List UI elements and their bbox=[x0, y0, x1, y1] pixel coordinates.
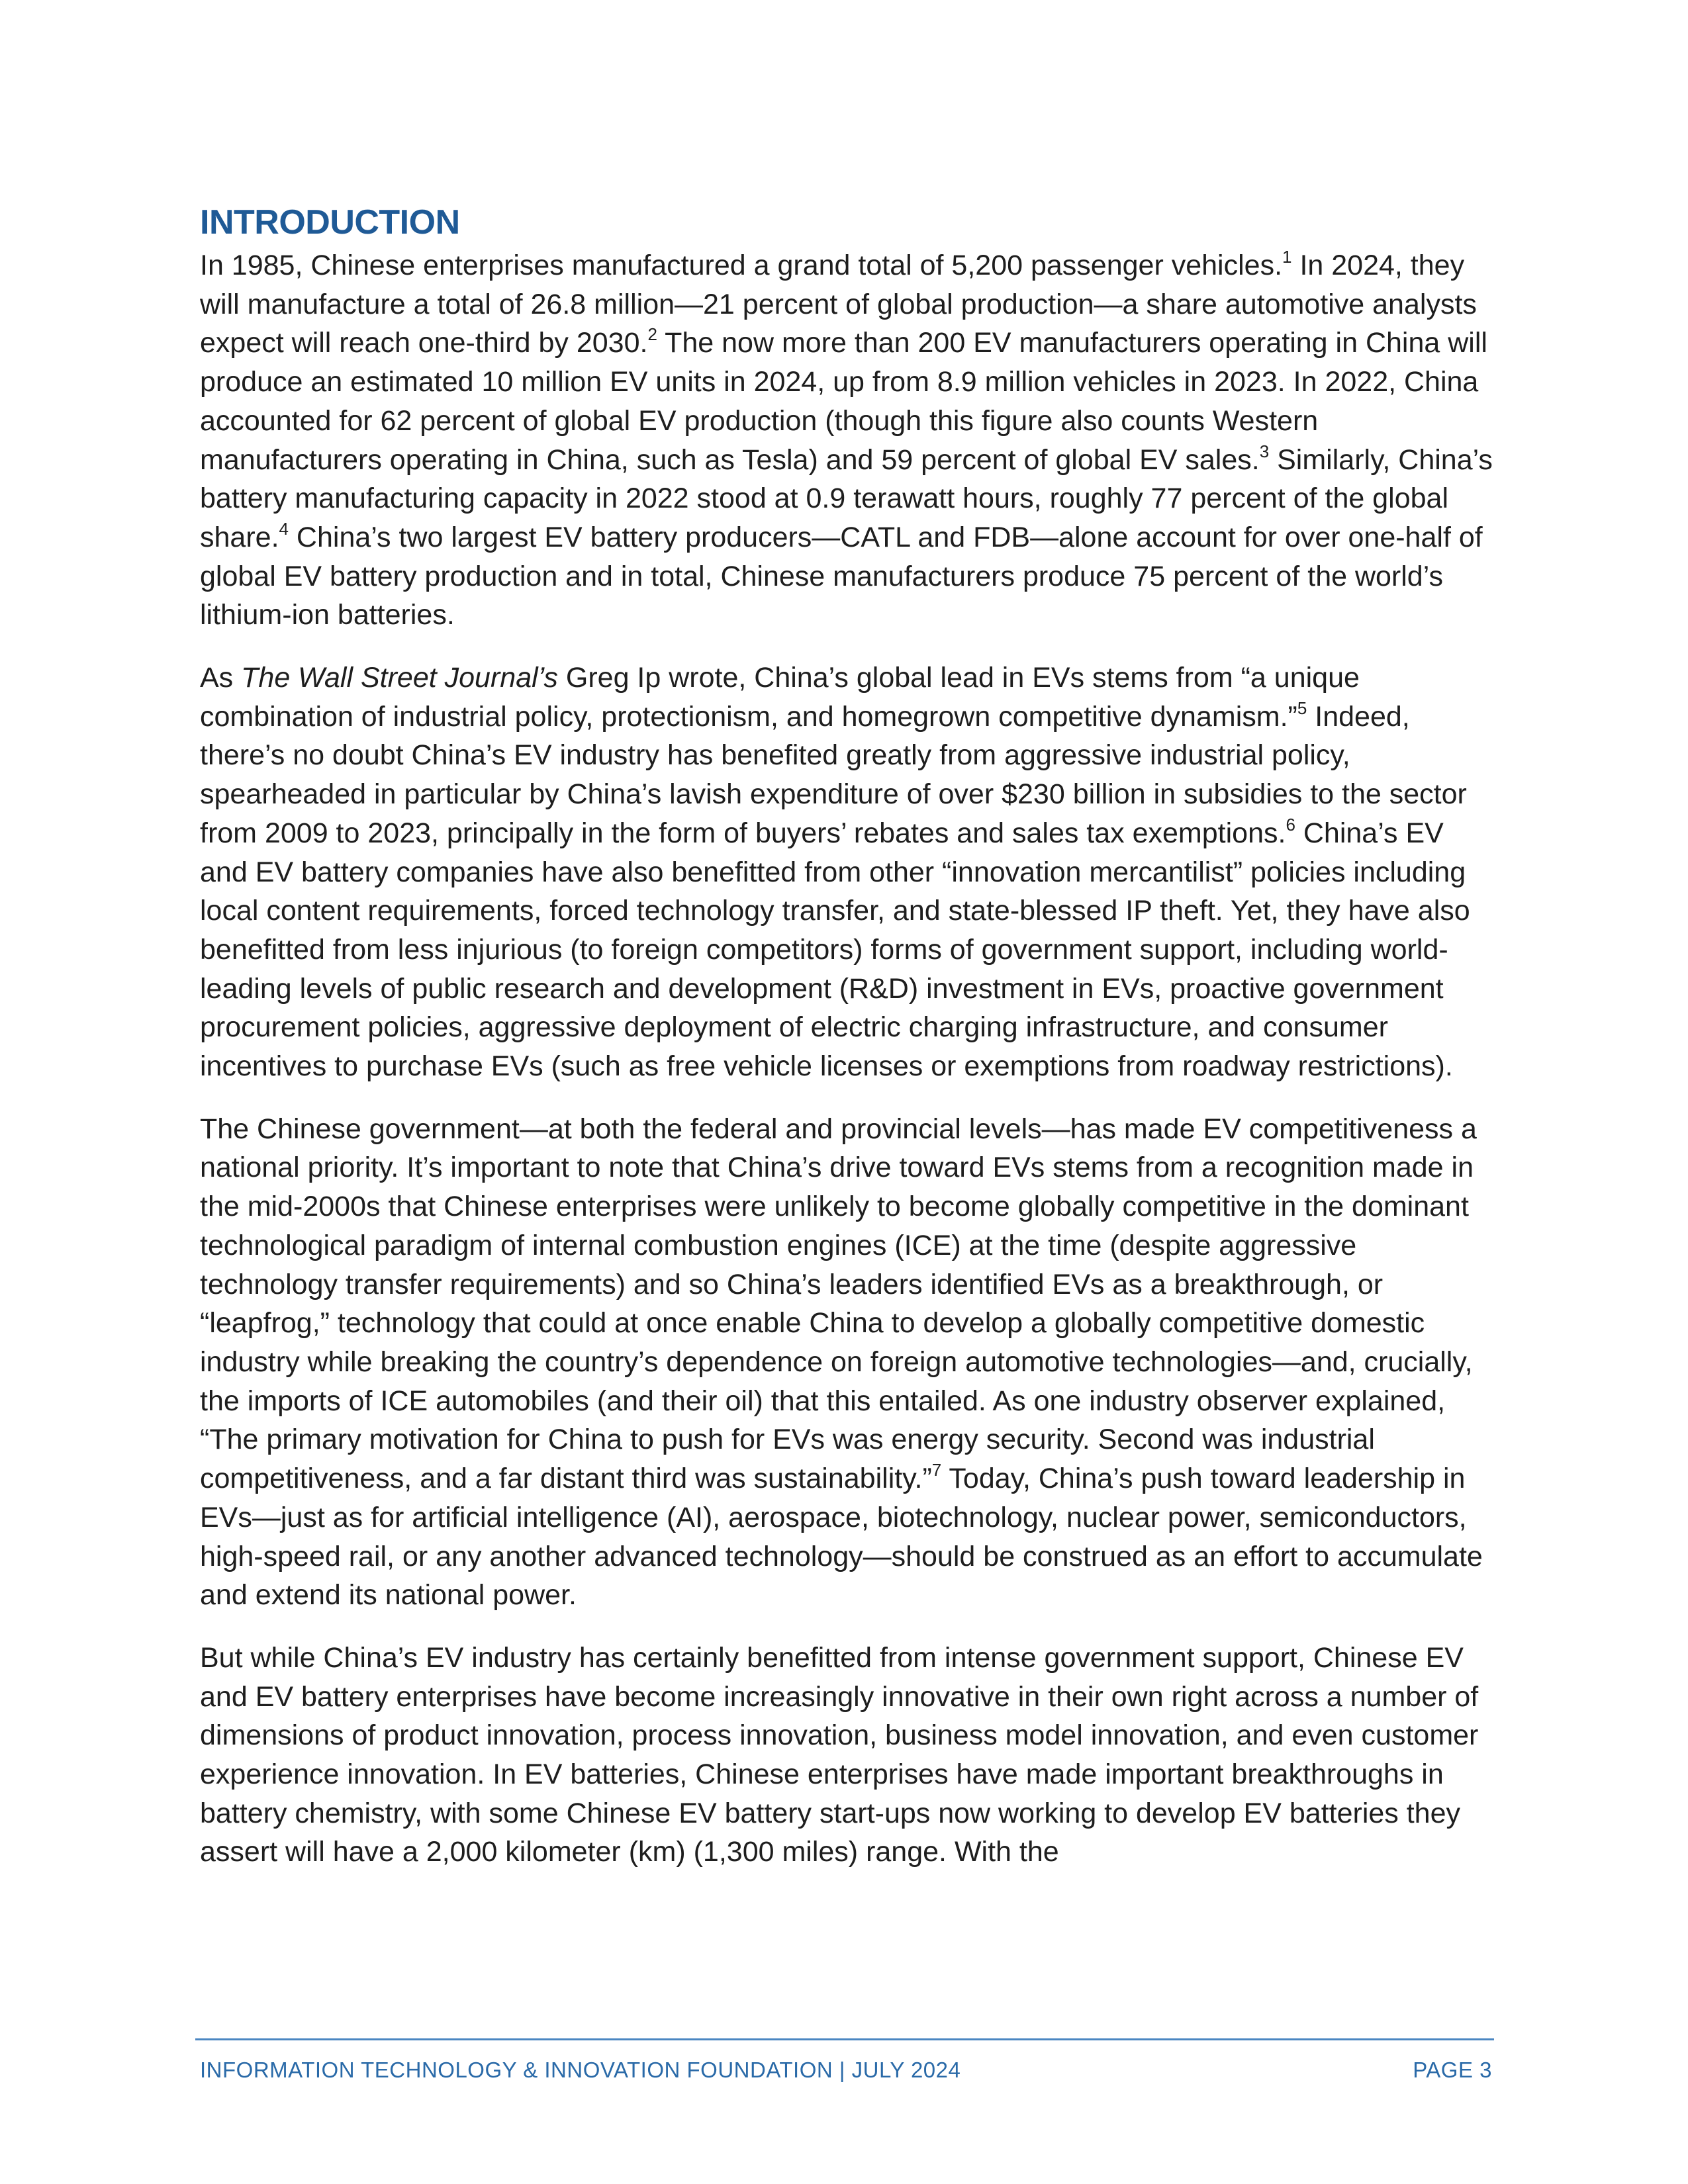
section-heading: INTRODUCTION bbox=[200, 203, 460, 242]
footer-publisher-date: INFORMATION TECHNOLOGY & INNOVATION FOUNDATION | JULY 2024 bbox=[200, 2058, 961, 2082]
paragraph-3 bbox=[200, 1110, 1497, 1615]
paragraph-4-text-1: But while China’s EV industry has certainly benefitted from intense government support, Chinese EV and EV battery enterprises have become increasingly innovative in their own right across a number of dimensions of product innovation, process innovation, business model innovation, and even customer experience innovation. In EV batteries, Chinese enterprises have made important breakthroughs in battery chemistry, with some Chinese EV battery start-ups now working to develop EV batteries they assert will have a 2,000 kilometer (km) (1,300 miles) range. With the bbox=[200, 1641, 1479, 1868]
footnote-ref-4: 4 bbox=[279, 518, 289, 539]
footnote-ref-5: 5 bbox=[1297, 698, 1307, 718]
footer-divider bbox=[195, 2038, 1494, 2040]
paragraph-2-text-3: China’s EV and EV battery companies have also benefitted from other “innovation mercantilist” policies including local content requirements, forced technology transfer, and state-blessed IP theft. Yet, they have also benefitted from less injurious (to foreign competitors) forms of government support, including world-leading levels of public research and development (R&D) investment in EVs, proactive government procurement policies, aggressive deployment of electric charging infrastructure, and consumer incentives to purchase EVs (such as free vehicle licenses or exemptions from roadway restrictions). bbox=[200, 817, 1470, 1083]
footer-page-number: PAGE 3 bbox=[1413, 2058, 1492, 2082]
paragraph-1-text-2: In 2024, they will manufacture a total of 26.8 million—21 percent of global production—a share automotive analysts expect will reach one-third by 2030. bbox=[200, 250, 1477, 359]
paragraph-2 bbox=[200, 659, 1497, 1086]
footnote-ref-3: 3 bbox=[1259, 441, 1270, 461]
paragraph-1-text-5: China’s two largest EV battery producers—CATL and FDB—alone account for over one-half of global EV battery production and in total, Chinese manufacturers produce 75 percent of the world’s lithium-ion batteries. bbox=[200, 521, 1483, 631]
paragraph-1-text-1: In 1985, Chinese enterprises manufactured a grand total of 5,200 passenger vehicles. bbox=[200, 250, 1283, 281]
publication-title: The Wall Street Journal’s bbox=[241, 662, 558, 694]
paragraph-1-text-4: Similarly, China’s battery manufacturing capacity in 2022 stood at 0.9 terawatt hours, roughly 77 percent of the global share. bbox=[200, 443, 1493, 553]
paragraph-2-text-2: Indeed, there’s no doubt China’s EV industry has benefited greatly from aggressive industrial policy, spearheaded in particular by China’s lavish expenditure of over $230 billion in subsidies to the sector from 2009 to 2023, principally in the form of buyers’ rebates and sales tax exemptions. bbox=[200, 700, 1467, 849]
page-content bbox=[200, 199, 1497, 1895]
paragraph-3-text-2: Today, China’s push toward leadership in EVs—just as for artificial intelligence (AI), aerospace, biotechnology, nuclear power, semiconductors, high-speed rail, or any another advanced technology—should be construed as an effort to accumulate and extend its national power. bbox=[200, 1463, 1483, 1612]
paragraph-1-text-3: The now more than 200 EV manufacturers operating in China will produce an estimated 10 million EV units in 2024, up from 8.9 million vehicles in 2023. In 2022, China accounted for 62 percent of global EV production (though this figure also counts Western manufacturers operating in China, such as Tesla) and 59 percent of global EV sales. bbox=[200, 327, 1487, 476]
paragraph-2-text-0: As bbox=[200, 662, 242, 694]
footnote-ref-7: 7 bbox=[931, 1460, 942, 1480]
footnote-ref-1: 1 bbox=[1282, 247, 1292, 267]
paragraph-2-text-1: Greg Ip wrote, China’s global lead in EVs stems from “a unique combination of industrial policy, protectionism, and homegrown competitive dynamism.” bbox=[200, 662, 1360, 733]
paragraph-3-text-1: The Chinese government—at both the federal and provincial levels—has made EV competitiveness a national priority. It’s important to note that China’s drive toward EVs stems from a recognition made in the mid-2000s that Chinese enterprises were unlikely to become globally competitive in the dominant technological paradigm of internal combustion engines (ICE) at the time (despite aggressive technology transfer requirements) and so China’s leaders identified EVs as a breakthrough, or “leapfrog,” technology that could at once enable China to develop a globally competitive domestic industry while breaking the country’s dependence on foreign automotive technologies—and, crucially, the imports of ICE automobiles (and their oil) that this entailed. As one industry observer explained, “The primary motivation for China to push for EVs was energy security. Second was industrial competitiveness, and a far distant third was sustainability.” bbox=[200, 1113, 1477, 1495]
footnote-ref-2: 2 bbox=[647, 324, 657, 345]
footnote-ref-6: 6 bbox=[1286, 814, 1295, 835]
paragraph-4 bbox=[200, 1639, 1497, 1872]
paragraph-1 bbox=[200, 246, 1497, 635]
